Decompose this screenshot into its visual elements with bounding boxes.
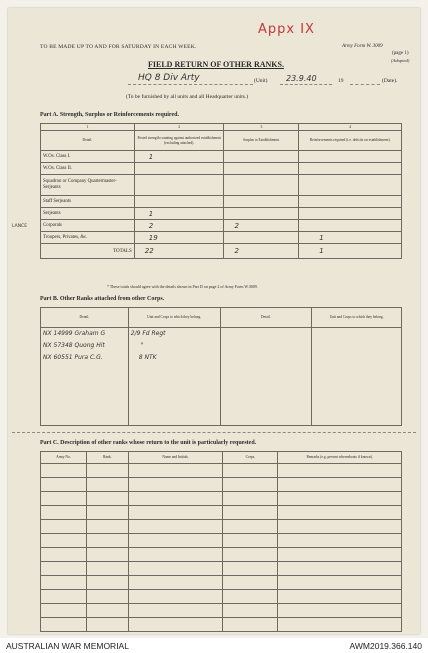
posted-value [134, 175, 224, 196]
empty-cell [41, 478, 87, 492]
table-row [41, 196, 402, 208]
reinf-value [299, 163, 402, 175]
row-detail: Troopers, Privates, &c. [41, 232, 135, 244]
table-row [41, 548, 402, 562]
footer-accession-number: AWM2019.366.140 [349, 641, 422, 651]
archive-footer [0, 638, 428, 653]
part-b-table [40, 307, 402, 426]
empty-cell [86, 618, 128, 632]
empty-cell [86, 534, 128, 548]
table-row [41, 604, 402, 618]
empty-cell [278, 478, 402, 492]
page-number: (page 1) [392, 51, 409, 56]
attached-unit: 2/9 Fd Regt [128, 328, 220, 340]
empty-cell [278, 548, 402, 562]
empty-cell [223, 618, 278, 632]
empty-cell [220, 340, 312, 352]
empty-cell [86, 576, 128, 590]
empty-cell [128, 590, 223, 604]
empty-cell [41, 520, 87, 534]
army-form-number: Army Form W. 3009 [342, 44, 383, 49]
empty-cell [128, 576, 223, 590]
table-row [41, 590, 402, 604]
part-c-table [40, 451, 402, 632]
table-row [41, 534, 402, 548]
row-detail: Squadron or Company Quartermaster-Serjeants [41, 175, 135, 196]
posted-value: 19 [134, 232, 224, 244]
reinf-value: 1 [299, 232, 402, 244]
form-title: FIELD RETURN OF OTHER RANKS. [148, 60, 284, 69]
totals-reinf: 1 [299, 244, 402, 259]
table-row [41, 506, 402, 520]
table-row [41, 208, 402, 220]
empty-cell [223, 548, 278, 562]
col-header: Detail. [220, 308, 312, 328]
empty-cell [86, 520, 128, 534]
surplus-value [224, 208, 299, 220]
part-a-table [40, 123, 402, 259]
part-a-header-row [41, 131, 402, 151]
empty-cell [312, 364, 402, 426]
empty-cell [220, 352, 312, 364]
surplus-value [224, 232, 299, 244]
attached-unit: 8 NTK [128, 352, 220, 364]
surplus-value [224, 163, 299, 175]
empty-cell [128, 534, 223, 548]
part-a-col-numbers [41, 124, 402, 131]
empty-cell [128, 478, 223, 492]
col-header: Detail. [41, 131, 135, 151]
empty-cell [278, 604, 402, 618]
table-row [41, 328, 402, 340]
surplus-value [224, 175, 299, 196]
empty-cell [86, 464, 128, 478]
empty-cell [128, 562, 223, 576]
row-detail: Serjeants [41, 208, 135, 220]
surplus-value: 2 [224, 220, 299, 232]
part-c-title: Part C. Description of other ranks whose return to the unit is particularly requested. [40, 440, 257, 446]
adopted-label: (Adopted) [391, 58, 410, 63]
col-header: Remarks (e.g. present whereabouts if known). [278, 452, 402, 464]
empty-cell [220, 328, 312, 340]
empty-cell [128, 364, 220, 426]
empty-cell [278, 618, 402, 632]
made-up-instruction: TO BE MADE UP TO AND FOR SATURDAY IN EACH WEEK. [40, 44, 197, 50]
empty-cell [41, 534, 87, 548]
empty-cell [278, 520, 402, 534]
part-a-footnote: * These totals should agree with the details shown in Part D on page 2 of Army Form W.3009. [107, 284, 258, 289]
table-row [41, 232, 402, 244]
col-header: Reinforcements required (i.e. deficits on establishment). [299, 131, 402, 151]
table-row [41, 562, 402, 576]
empty-cell [223, 534, 278, 548]
col-header: Unit and Corps to which they belong. [128, 308, 220, 328]
date-year: 19 [338, 78, 344, 84]
table-row [41, 151, 402, 163]
posted-value [134, 196, 224, 208]
attached-detail: NX 60551 Pura C.G. [41, 352, 129, 364]
totals-surplus: 2 [224, 244, 299, 259]
col-header: Surplus to Establishment. [224, 131, 299, 151]
empty-cell [312, 352, 402, 364]
empty-cell [86, 506, 128, 520]
footer-institution: AUSTRALIAN WAR MEMORIAL [6, 641, 129, 651]
year-line [350, 84, 380, 85]
empty-cell [223, 464, 278, 478]
empty-cell [278, 492, 402, 506]
reinf-value [299, 196, 402, 208]
empty-cell [128, 506, 223, 520]
part-c-header-row [41, 452, 402, 464]
reinf-value [299, 220, 402, 232]
empty-cell [128, 548, 223, 562]
col-number: 2 [134, 124, 224, 131]
part-a-title: Part A. Strength, Surplus or Reinforcements required. [40, 112, 179, 118]
empty-cell [223, 520, 278, 534]
table-row [41, 520, 402, 534]
surplus-value [224, 151, 299, 163]
empty-cell [41, 464, 87, 478]
unit-line [128, 84, 253, 85]
empty-cell [128, 618, 223, 632]
col-number: 4 [299, 124, 402, 131]
col-header: Rank. [86, 452, 128, 464]
empty-cell [41, 548, 87, 562]
part-b-title: Part B. Other Ranks attached from other Corps. [40, 296, 165, 302]
empty-cell [278, 534, 402, 548]
totals-row [41, 244, 402, 259]
empty-cell [41, 506, 87, 520]
table-row [41, 492, 402, 506]
empty-cell [223, 590, 278, 604]
totals-posted: 22 [134, 244, 224, 259]
unit-label: (Unit) [254, 78, 268, 84]
col-header: Posted strength counting against authorized establishment (excluding attached). [134, 131, 224, 151]
empty-cell [86, 590, 128, 604]
col-header: Detail. [41, 308, 129, 328]
empty-cell [128, 492, 223, 506]
empty-cell [41, 576, 87, 590]
empty-cell [312, 340, 402, 352]
date-line [280, 84, 332, 85]
table-row [41, 352, 402, 364]
table-row [41, 478, 402, 492]
empty-cell [86, 548, 128, 562]
table-row [41, 175, 402, 196]
empty-cell [128, 464, 223, 478]
empty-cell [223, 478, 278, 492]
col-header: Name and Initials. [128, 452, 223, 464]
table-row [41, 464, 402, 478]
attached-unit: " [128, 340, 220, 352]
empty-cell [41, 492, 87, 506]
empty-cell [220, 364, 312, 426]
col-header: Corps. [223, 452, 278, 464]
col-number: 3 [224, 124, 299, 131]
empty-cell [312, 328, 402, 340]
table-row [41, 163, 402, 175]
empty-cell [278, 506, 402, 520]
empty-cell [86, 492, 128, 506]
perforation-line [12, 432, 416, 433]
surplus-value [224, 196, 299, 208]
posted-value: 1 [134, 151, 224, 163]
empty-cell [278, 590, 402, 604]
empty-cell [86, 604, 128, 618]
table-row [41, 340, 402, 352]
empty-cell [41, 590, 87, 604]
date-value: 23.9.40 [286, 74, 317, 83]
attached-detail: NX 14999 Graham G [41, 328, 129, 340]
totals-label: TOTALS [41, 244, 135, 259]
lance-annotation: LANCE [12, 224, 28, 229]
empty-cell [41, 604, 87, 618]
col-number: 1 [41, 124, 135, 131]
date-label: (Date). [382, 78, 398, 84]
empty-cell [41, 364, 129, 426]
col-header: Unit and Corps to which they belong. [312, 308, 402, 328]
appendix-stamp: Appx IX [258, 22, 315, 37]
table-row [41, 618, 402, 632]
reinf-value [299, 175, 402, 196]
table-row [41, 364, 402, 426]
empty-cell [86, 562, 128, 576]
table-row [41, 576, 402, 590]
posted-value: 2 [134, 220, 224, 232]
empty-cell [86, 478, 128, 492]
empty-cell [128, 520, 223, 534]
row-detail: W.Os. Class II. [41, 163, 135, 175]
form-page [8, 8, 420, 634]
empty-cell [223, 604, 278, 618]
empty-cell [278, 464, 402, 478]
empty-cell [128, 604, 223, 618]
furnish-note: (To be furnished by all units and all Headquarter units.) [126, 94, 249, 100]
posted-value [134, 163, 224, 175]
row-detail: W.Os. Class I. [41, 151, 135, 163]
reinf-value [299, 208, 402, 220]
unit-value: HQ 8 Div Arty [138, 73, 200, 83]
row-detail: Corporals [41, 220, 135, 232]
posted-value: 1 [134, 208, 224, 220]
empty-cell [278, 576, 402, 590]
empty-cell [223, 506, 278, 520]
empty-cell [41, 618, 87, 632]
empty-cell [223, 492, 278, 506]
table-row [41, 220, 402, 232]
empty-cell [41, 562, 87, 576]
empty-cell [278, 562, 402, 576]
reinf-value [299, 151, 402, 163]
attached-detail: NX 57348 Quong Hit [41, 340, 129, 352]
part-b-header-row [41, 308, 402, 328]
empty-cell [223, 576, 278, 590]
col-header: Army No. [41, 452, 87, 464]
empty-cell [223, 562, 278, 576]
row-detail: Staff Serjeants [41, 196, 135, 208]
